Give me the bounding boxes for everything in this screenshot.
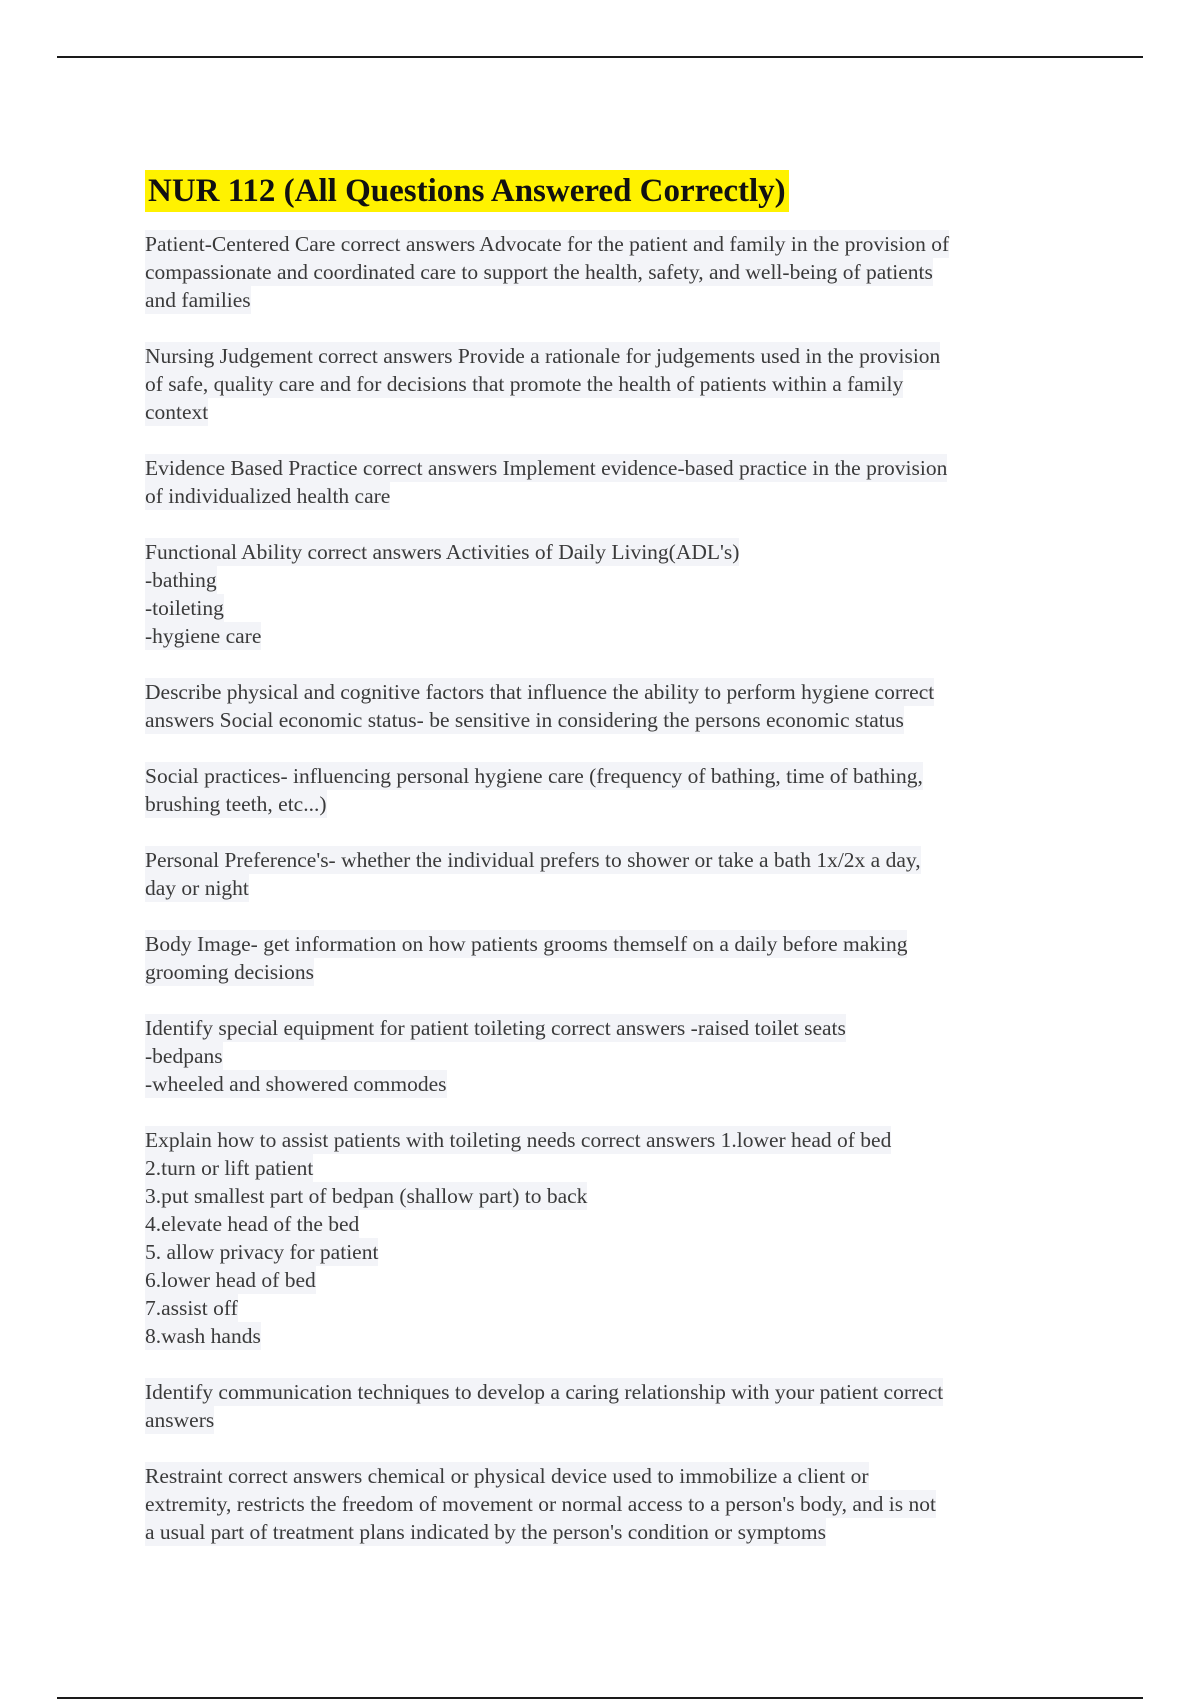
entry-text-line: Personal Preference's- whether the individual prefers to shower or take a bath 1x/2x a day, [145,848,921,872]
entry-text-line: Nursing Judgement correct answers Provide a rationale for judgements used in the provision [145,344,941,368]
entry-text-line: Evidence Based Practice correct answers Implement evidence-based practice in the provision [145,456,948,480]
entry-text-line: of individualized health care [145,484,391,508]
entry-text-line: compassionate and coordinated care to support the health, safety, and well-being of patients [145,260,933,284]
entry-text-line: grooming decisions [145,960,314,984]
entry-text-line: extremity, restricts the freedom of movement or normal access to a person's body, and is not [145,1492,936,1516]
header-divider [57,56,1143,58]
entry-text-line: -wheeled and showered commodes [145,1072,447,1096]
entry-text-line: Explain how to assist patients with toileting needs correct answers 1.lower head of bed [145,1128,892,1152]
entry-text-line: answers Social economic status- be sensitive in considering the persons economic status [145,708,904,732]
qa-entry [145,230,1065,314]
entry-text-line: Identify special equipment for patient toileting correct answers -raised toilet seats [145,1016,846,1040]
entry-text-line: 5. allow privacy for patient [145,1240,379,1264]
entry-text-line: a usual part of treatment plans indicated by the person's condition or symptoms [145,1520,826,1544]
entry-text-line: -bedpans [145,1044,223,1068]
entry-text-line: context [145,400,209,424]
entry-text-line: -toileting [145,596,224,620]
entry-text-line: 8.wash hands [145,1324,261,1348]
entry-text-line: answers [145,1408,215,1432]
entry-text-line: Identify communication techniques to develop a caring relationship with your patient correct [145,1380,944,1404]
qa-entry [145,1378,1065,1434]
entry-text-line: Functional Ability correct answers Activities of Daily Living(ADL's) [145,540,740,564]
qa-entry [145,1014,1065,1098]
footer-divider [57,1697,1143,1699]
entry-text-line: of safe, quality care and for decisions that promote the health of patients within a family [145,372,904,396]
entry-text-line: and families [145,288,251,312]
entry-text-line: day or night [145,876,249,900]
qa-entry [145,1126,1065,1350]
qa-entry [145,846,1065,902]
entry-text-line: Describe physical and cognitive factors that influence the ability to perform hygiene correct [145,680,935,704]
entry-text-line: -bathing [145,568,217,592]
qa-entry [145,762,1065,818]
qa-entry [145,930,1065,986]
entry-text-line: 6.lower head of bed [145,1268,316,1292]
entry-text-line: Restraint correct answers chemical or physical device used to immobilize a client or [145,1464,869,1488]
qa-entry [145,538,1065,650]
entry-text-line: 4.elevate head of the bed [145,1212,360,1236]
qa-entries [145,230,1065,1546]
entry-text-line: -hygiene care [145,624,262,648]
qa-entry [145,454,1065,510]
qa-entry [145,678,1065,734]
entry-text-line: 2.turn or lift patient [145,1156,314,1180]
entry-text-line: 3.put smallest part of bedpan (shallow part) to back [145,1184,588,1208]
qa-entry [145,1462,1065,1546]
entry-text-line: Patient-Centered Care correct answers Advocate for the patient and family in the provision of [145,232,950,256]
entry-text-line: brushing teeth, etc...) [145,792,327,816]
document-title: NUR 112 (All Questions Answered Correctly) [145,170,789,212]
entry-text-line: Body Image- get information on how patients grooms themself on a daily before making [145,932,908,956]
entry-text-line: Social practices- influencing personal hygiene care (frequency of bathing, time of bathing, [145,764,923,788]
document-body [145,170,1065,1574]
qa-entry [145,342,1065,426]
entry-text-line: 7.assist off [145,1296,238,1320]
